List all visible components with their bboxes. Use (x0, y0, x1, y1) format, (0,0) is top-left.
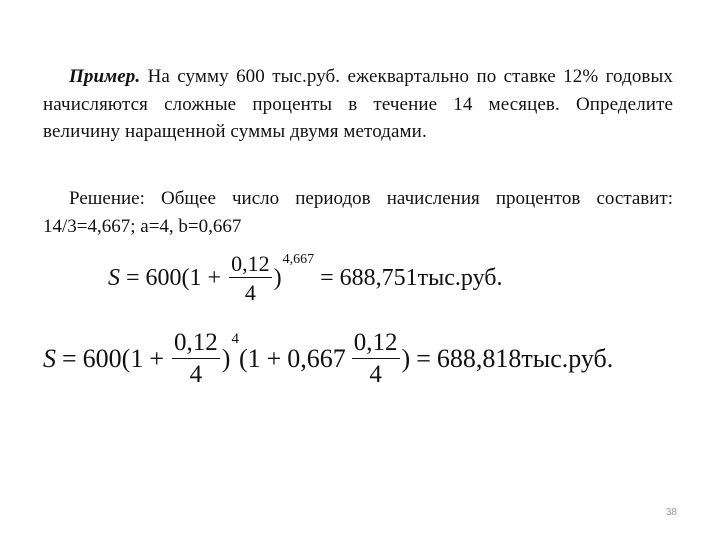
formula2-open-paren2: (1 (238, 344, 261, 374)
formula2-unit: тыс.руб. (521, 344, 614, 374)
formula1-unit: тыс.руб. (417, 264, 503, 291)
example-title: Пример. (69, 66, 141, 87)
solution-text-line2: составит: 14/3=4,667; a=4, b=0,667 (43, 188, 674, 237)
formula1-fraction (229, 252, 272, 304)
formula2-fraction1-numerator: 0,12 (172, 330, 220, 359)
formula1-fraction-numerator: 0,12 (229, 252, 272, 278)
solution-paragraph (43, 185, 673, 240)
formula2-fraction2-numerator: 0,12 (352, 330, 400, 359)
formula2-exponent: 4 (231, 330, 239, 347)
formula2-fraction1 (172, 330, 220, 389)
formula1-base: 600(1 (145, 264, 202, 291)
formula2-fraction2 (352, 330, 400, 389)
formula2-fraction2-denominator: 4 (369, 361, 382, 389)
formula2-base: 600(1 (82, 344, 144, 374)
formula1-fraction-denominator: 4 (244, 280, 256, 306)
formula2-lhs: S (43, 344, 56, 374)
formula1-lhs: S (108, 264, 120, 291)
formula2-plus2: + (266, 344, 282, 374)
formula1-plus: + (207, 264, 222, 291)
formula2-coefficient: 0,667 (287, 344, 346, 374)
formula2-close-paren2: ) (401, 344, 411, 374)
formula-mixed (43, 330, 613, 389)
formula2-fraction1-denominator: 4 (189, 361, 203, 389)
formula1-close-paren: ) (273, 264, 282, 291)
example-text-line2: 12% годовых начисляются сложные проценты в течение 14 (43, 66, 673, 115)
formula1-exponent: 4,667 (282, 252, 315, 268)
example-paragraph (43, 63, 673, 146)
example-text-line1: На сумму 600 тыс.руб. ежеквартально по ставке (147, 66, 556, 87)
formula1-equals-result: = (320, 264, 334, 291)
formula-exact (108, 252, 502, 304)
example-text-line4: методами. (343, 121, 427, 142)
formula1-result: 688,751 (339, 264, 418, 291)
page-number: 38 (665, 507, 677, 518)
formula2-close-paren1: ) (221, 344, 231, 374)
formula2-equals-result: = (416, 344, 431, 374)
formula2-plus: + (149, 344, 165, 374)
formula1-equals: = (126, 264, 140, 291)
formula2-result: 688,818 (436, 344, 522, 374)
formula2-equals: = (62, 344, 77, 374)
solution-text-line1: Решение: Общее число периодов начисления процентов (69, 188, 581, 209)
example-text-line3: месяцев. Определите величину наращенной суммы двумя (43, 93, 674, 142)
